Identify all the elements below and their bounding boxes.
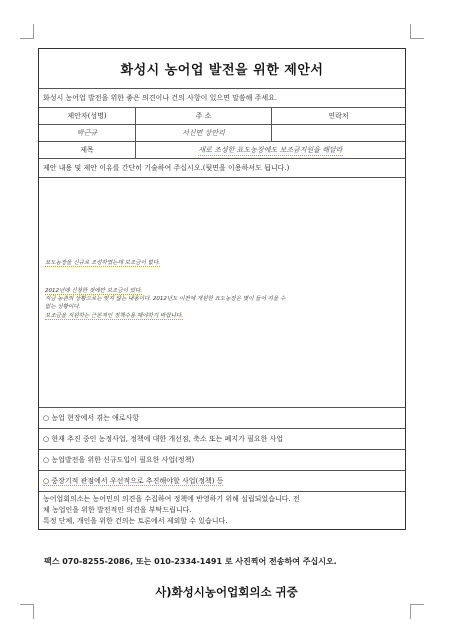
content-line: 지금 농촌의 상황으로는 맞지 않는 내용이다. 2012년도 이전에 개원한 표도농장은 몇이 들어 지을 수 <box>45 296 286 302</box>
option-row <box>39 450 405 471</box>
notice-box <box>39 492 405 529</box>
proposal-form <box>38 48 406 530</box>
subject-text: 새로 조성한 표도농장에도 보조금지원을 해달라 <box>198 145 343 154</box>
option-row <box>39 429 405 450</box>
form-title-row <box>39 49 405 89</box>
content-line: 표도농장을 신규로 조성하였는데 보조금이 없다. <box>45 260 161 266</box>
header-grid <box>39 108 405 125</box>
subject-label: 제목 <box>39 142 136 158</box>
crop-mark-top-right <box>410 38 424 39</box>
crop-mark-top-left <box>20 38 34 39</box>
fax-instruction: 팩스 070-8255-2086, 또는 010-2334-1491 로 사진찍어 전송하여 주십시오. <box>44 557 337 566</box>
option-row <box>39 471 405 492</box>
crop-mark-bottom-right-v <box>410 604 411 619</box>
content-line: 보조금을 지원하는 근본적인 정책수용 해야하기 바랍니다. <box>45 313 184 319</box>
content-instruction-row <box>39 159 405 178</box>
content-area[interactable] <box>39 178 405 408</box>
notice-line: 농어업회의소는 농어민의 의견을 수집하여 정책에 반영하기 위해 설립되었습니다. 전 <box>43 495 300 503</box>
crop-mark-top-left-v <box>33 24 34 39</box>
proposer-grid <box>39 125 405 142</box>
subject-grid <box>39 142 405 159</box>
header-address: 주 소 <box>136 108 272 124</box>
header-contact: 연락처 <box>328 112 349 120</box>
option-label: ○ 중장기적 관점에서 우선적으로 추진해야할 사업(정책) 등 <box>43 477 224 485</box>
proposer-address[interactable]: 서신면 상안리 <box>136 125 272 141</box>
intro-text: 화성시 농어업 발전을 위한 좋은 의견이나 건의 사항이 있으면 말씀해 주세요. <box>43 94 278 102</box>
crop-mark-bottom-left <box>20 604 34 605</box>
option-label: ○ 농업발전을 위한 신규도입이 필요한 사업(정책) <box>43 456 195 464</box>
option-row <box>39 408 405 429</box>
content-instruction: 제안 내용 및 제안 이유를 간단히 기술하여 주십시오.(뒷면을 이용하셔도 됩니다.) <box>43 164 290 172</box>
crop-mark-bottom-left-v <box>33 604 34 619</box>
proposer-name[interactable]: 박근규 <box>39 125 136 141</box>
content-line: 없는 상황이다. <box>45 304 81 310</box>
header-name: 제안자(성명) <box>39 108 136 124</box>
option-label: ○ 현재 추진 중인 농정사업, 정책에 대한 개선점, 축소 또는 폐지가 필요한 사업 <box>43 435 284 443</box>
proposer-contact[interactable] <box>272 125 405 141</box>
notice-line: 체 농업인을 위한 발전적인 의견을 부탁드립니다. <box>43 506 192 514</box>
subject-value[interactable] <box>136 142 405 158</box>
notice-line: 특정 단체, 개인을 위한 건의는 토론에서 제외할 수 있습니다. <box>43 517 228 525</box>
crop-mark-bottom-right <box>410 604 424 605</box>
intro-row <box>39 89 405 108</box>
footer-addressee: 사)화성시농어업회의소 귀중 <box>155 585 298 599</box>
content-line: 2012년에 신청한 것에만 보조금이 있다. <box>45 288 143 294</box>
form-title: 화성시 농어업 발전을 위한 제안서 <box>120 63 324 78</box>
crop-mark-top-right-v <box>410 24 411 39</box>
option-label: ○ 농업 현장에서 겪는 애로사항 <box>43 414 140 422</box>
